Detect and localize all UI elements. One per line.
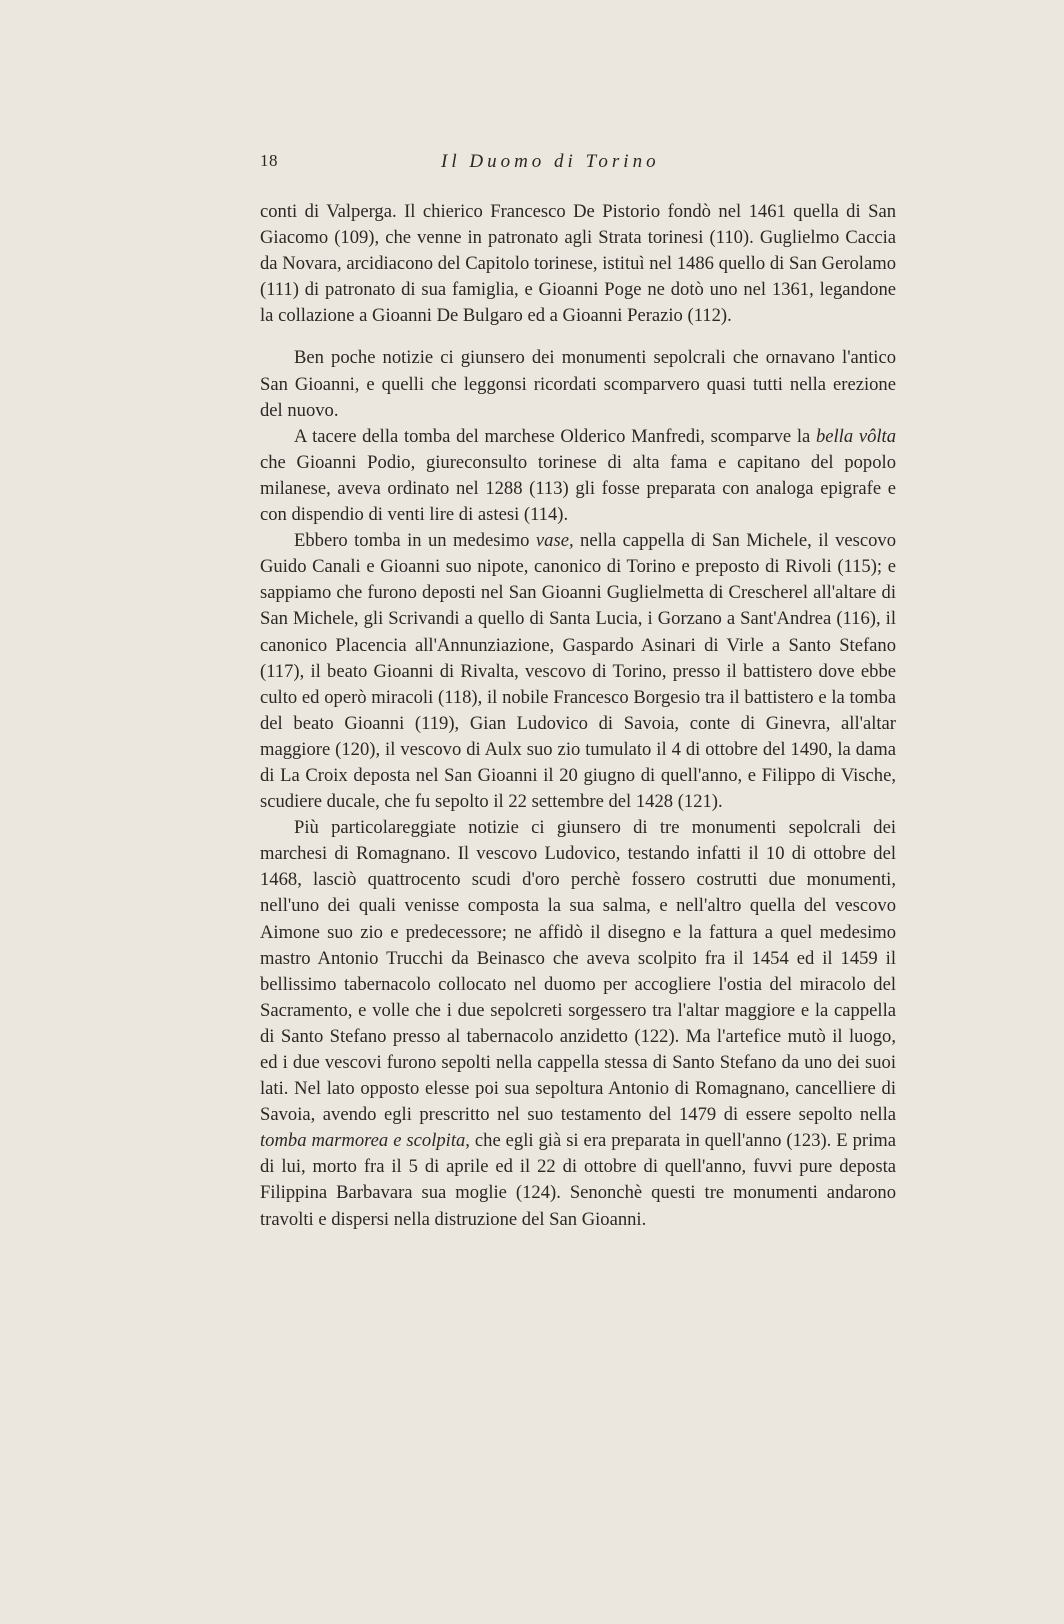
paragraph-2: Ben poche notizie ci giunsero dei monumenti sepolcrali che ornavano l'antico San Gioanni, e quelli che leggonsi ricordati scomparvero quasi tutti nella erezione del nuovo. [260, 347, 896, 421]
paragraph-4-text-end: nella cappella di San Michele, il vescovo Guido Canali e Gioanni suo nipote, canonico di Torino e preposto di Rivoli (115); e sappiamo che furono deposti nel San Gioanni Guglielmetta di Crescherel all'altare di San Michele, gli Scrivandi a quello di Santa Lucia, i Gorzano a Sant'Andrea (116), il canonico Placencia all'Annunziazione, Gaspardo Asinari di Virle a Santo Stefano (117), il beato Gioanni di Rivalta, vescovo di Torino, presso il battistero dove ebbe culto ed operò miracoli (118), il nobile Francesco Borgesio tra il battistero e la tomba del beato Gioanni (119), Gian Ludovico di Savoia, conte di Ginevra, all'altar maggiore (120), il vescovo di Aulx suo zio tumulato il 4 di ottobre del 1490, la dama di La Croix deposta nel San Gioanni il 20 giugno di quell'anno, e Filippo di Vische, scudiere ducale, che fu sepolto il 22 settembre del 1428 (121). [260, 530, 896, 813]
running-title: Il Duomo di Torino [441, 151, 660, 172]
body-text [260, 199, 896, 1233]
paragraph-1: conti di Valperga. Il chierico Francesco De Pistorio fondò nel 1461 quella di San Giacomo (109), che venne in patronato agli Strata torinesi (110). Guglielmo Caccia da Novara, arcidiacono del Capitolo torinese, istituì nel 1486 quello di San Gerolamo (111) di patronato di sua famiglia, e Gioanni Poge ne dotò uno nel 1361, legandone la collazione a Gioanni De Bulgaro ed a Gioanni Perazio (112). [260, 201, 896, 327]
paragraph-3 [260, 424, 896, 528]
paragraph-5-text-end: che egli già si era preparata in quell'anno (123). E prima di lui, morto fra il 5 di aprile ed il 22 di ottobre di quell'anno, fuvvi pure deposta Filippina Barbavara sua moglie (124). Senonchè questi tre monumenti andarono travolti e dispersi nella distruzione del San Gioanni. [260, 1130, 896, 1230]
paragraph-3-text-start: A tacere della tomba del marchese Olderico Manfredi, scomparve la [294, 425, 816, 447]
paragraph-5 [260, 815, 896, 1233]
paragraph-4-italic: vase, [535, 530, 574, 552]
page-header [260, 151, 900, 177]
paragraph-5-italic: tomba marmorea e scolpita, [260, 1130, 470, 1152]
paragraph-4-text-start: Ebbero tomba in un medesimo [294, 530, 536, 552]
page-number: 18 [260, 151, 278, 170]
paragraph-5-text-start: Più particolareggiate notizie ci giunsero di tre monumenti sepolcrali dei marchesi di Romagnano. Il vescovo Ludovico, testando infatti il 10 di ottobre del 1468, lasciò quattrocento scudi d'oro perchè fossero costrutti due monumenti, nell'uno dei quali venisse composta la sua salma, e nell'altro quella del vescovo Aimone suo zio e predecessore; ne affidò il disegno e la fattura a quel medesimo mastro Antonio Trucchi da Beinasco che aveva scolpito fra il 1454 ed il 1459 il bellissimo tabernacolo collocato nel duomo per accogliere l'ostia del miracolo del Sacramento, e volle che i due sepolcreti sorgessero tra l'altar maggiore e la cappella di Santo Stefano presso al tabernacolo anzidetto (122). Ma l'artefice mutò il luogo, ed i due vescovi furono sepolti nella cappella stessa di Santo Stefano da uno dei suoi lati. Nel lato opposto elesse poi sua sepoltura Antonio di Romagnano, cancelliere di Savoia, avendo egli prescritto nel suo testamento del 1479 di essere sepolto nella [260, 817, 896, 1126]
paragraph-4 [260, 528, 896, 815]
paragraph-3-text-end: che Gioanni Podio, giureconsulto torinese di alta fama e capitano del popolo milanese, aveva ordinato nel 1288 (113) gli fosse preparata con analoga epigrafe e con dispendio di venti lire di astesi (114). [260, 451, 896, 526]
paragraph-3-italic: bella vôlta [815, 425, 896, 447]
